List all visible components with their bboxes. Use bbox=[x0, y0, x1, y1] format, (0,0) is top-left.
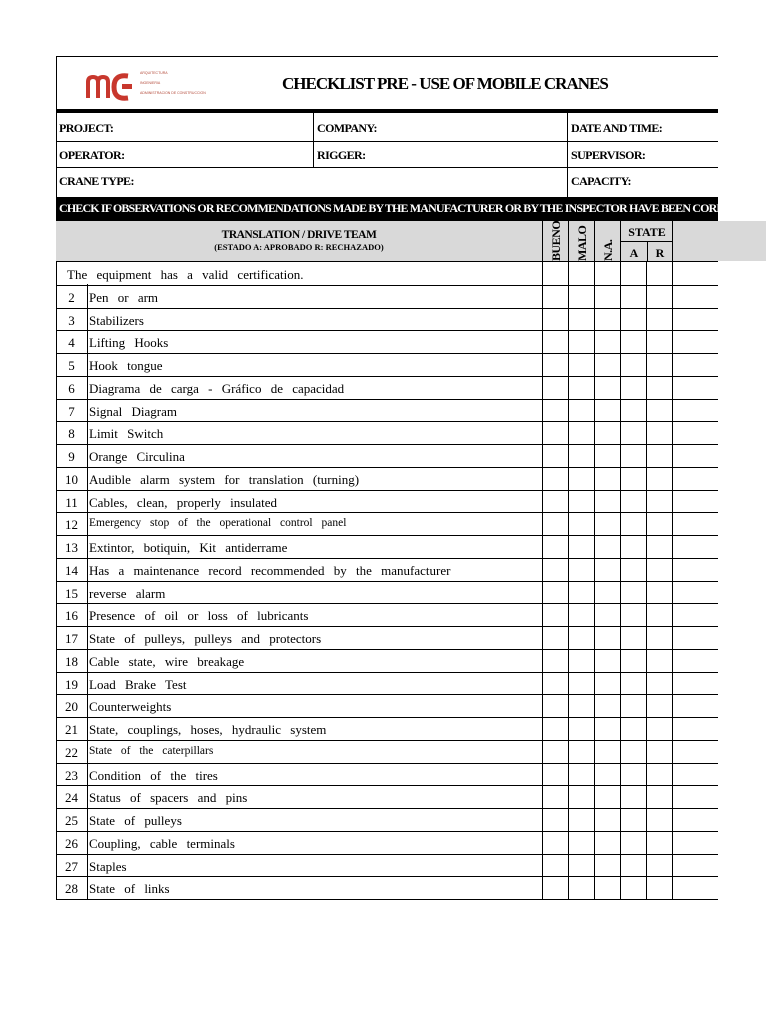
banner-text: CHECK IF OBSERVATIONS OR RECOMMENDATIONS MADE BY THE MANUFACTURER OR BY THE INSPECTOR HAVE BEEN CORRECTED bbox=[59, 201, 762, 215]
check-cell-state-a[interactable] bbox=[621, 741, 646, 763]
row-number: 22 bbox=[65, 744, 78, 760]
check-cell-state-r[interactable] bbox=[647, 832, 672, 854]
row-number: 12 bbox=[65, 517, 78, 533]
check-cell-bueno[interactable] bbox=[543, 354, 568, 376]
check-cell-malo[interactable] bbox=[569, 673, 594, 695]
check-cell-bueno[interactable] bbox=[543, 786, 568, 808]
table-row bbox=[56, 353, 718, 376]
check-cell-malo[interactable] bbox=[569, 536, 594, 558]
check-cell-state-r[interactable] bbox=[647, 627, 672, 649]
supervisor-label: SUPERVISOR: bbox=[571, 148, 646, 162]
top-border bbox=[56, 56, 718, 57]
check-cell-state-r[interactable] bbox=[647, 263, 672, 285]
row-item-text: State of pulleys bbox=[89, 813, 182, 828]
row-item-text: Staples bbox=[89, 858, 127, 874]
table-row bbox=[56, 285, 718, 308]
check-cell-na[interactable] bbox=[595, 604, 620, 626]
col-na-header: N.A. bbox=[601, 239, 615, 261]
row-number: 17 bbox=[65, 631, 78, 646]
row-number: 21 bbox=[65, 722, 78, 737]
table-row bbox=[56, 626, 718, 649]
check-cell-na[interactable] bbox=[595, 377, 620, 399]
row-item-text: Lifting Hooks bbox=[89, 335, 169, 351]
row-number: 7 bbox=[68, 403, 75, 419]
table-row bbox=[56, 876, 718, 899]
check-cell-na[interactable] bbox=[595, 513, 620, 535]
row-item-text: Audible alarm system for translation (turning) bbox=[89, 471, 360, 487]
check-cell-bueno[interactable] bbox=[543, 513, 568, 535]
table-row bbox=[56, 672, 718, 695]
col-a-header: A bbox=[629, 246, 639, 260]
table-row bbox=[56, 376, 718, 399]
col-r-header: R bbox=[655, 246, 665, 260]
check-cell-na[interactable] bbox=[595, 536, 620, 558]
check-cell-state-a[interactable] bbox=[621, 627, 646, 649]
check-cell-bueno[interactable] bbox=[543, 491, 568, 513]
check-cell-state-r[interactable] bbox=[647, 354, 672, 376]
check-cell-malo[interactable] bbox=[569, 832, 594, 854]
table-row bbox=[56, 308, 718, 331]
check-cell-state-r[interactable] bbox=[647, 809, 672, 831]
row-number: 16 bbox=[65, 608, 78, 624]
check-cell-na[interactable] bbox=[595, 263, 620, 285]
row-item-text: State of pulleys, pulleys and protectors bbox=[89, 631, 322, 646]
table-row bbox=[56, 854, 718, 877]
check-cell-state-r[interactable] bbox=[647, 331, 672, 353]
check-cell-na[interactable] bbox=[595, 855, 620, 877]
row-item-text: Presence of oil or loss of lubricants bbox=[89, 608, 309, 624]
project-label: PROJECT: bbox=[59, 121, 114, 135]
logo-caption-2: INGENIERIA bbox=[140, 81, 161, 85]
row-item-text: Emergency stop of the operational control panel bbox=[89, 517, 347, 530]
check-cell-na[interactable] bbox=[595, 331, 620, 353]
check-cell-state-r[interactable] bbox=[647, 377, 672, 399]
check-cell-na[interactable] bbox=[595, 491, 620, 513]
check-cell-bueno[interactable] bbox=[543, 559, 568, 581]
table-row bbox=[56, 763, 718, 786]
check-cell-state-r[interactable] bbox=[647, 695, 672, 717]
table-row bbox=[56, 512, 718, 535]
check-cell-na[interactable] bbox=[595, 559, 620, 581]
table-row bbox=[56, 603, 718, 626]
row-item-text: Load Brake Test bbox=[89, 676, 187, 692]
row-item-text: Extintor, botiquin, Kit antiderrame bbox=[89, 540, 288, 555]
check-cell-malo[interactable] bbox=[569, 354, 594, 376]
check-cell-na[interactable] bbox=[595, 627, 620, 649]
check-cell-state-a[interactable] bbox=[621, 422, 646, 444]
check-cell-state-a[interactable] bbox=[621, 673, 646, 695]
row-number: 28 bbox=[65, 881, 78, 897]
check-cell-state-a[interactable] bbox=[621, 582, 646, 604]
check-cell-bueno[interactable] bbox=[543, 650, 568, 672]
check-cell-state-a[interactable] bbox=[621, 331, 646, 353]
table-row bbox=[56, 467, 718, 490]
check-cell-state-a[interactable] bbox=[621, 764, 646, 786]
row-item-text: Cable state, wire breakage bbox=[89, 653, 245, 669]
row-item-text: Signal Diagram bbox=[89, 403, 177, 419]
check-cell-malo[interactable] bbox=[569, 263, 594, 285]
table-row bbox=[56, 490, 718, 513]
check-cell-state-r[interactable] bbox=[647, 764, 672, 786]
check-cell-malo[interactable] bbox=[569, 377, 594, 399]
check-cell-na[interactable] bbox=[595, 809, 620, 831]
check-cell-state-r[interactable] bbox=[647, 286, 672, 308]
check-cell-state-a[interactable] bbox=[621, 786, 646, 808]
check-cell-malo[interactable] bbox=[569, 855, 594, 877]
check-cell-state-a[interactable] bbox=[621, 377, 646, 399]
capacity-label: CAPACITY: bbox=[571, 174, 631, 188]
table-row bbox=[56, 831, 718, 854]
row-item-text: State of links bbox=[89, 881, 170, 897]
row-number: 27 bbox=[65, 858, 78, 874]
row-item-text: Orange Circulina bbox=[89, 449, 185, 464]
check-cell-na[interactable] bbox=[595, 786, 620, 808]
check-cell-state-r[interactable] bbox=[647, 422, 672, 444]
check-cell-malo[interactable] bbox=[569, 582, 594, 604]
row-item-text: Coupling, cable terminals bbox=[89, 835, 235, 851]
check-cell-state-r[interactable] bbox=[647, 786, 672, 808]
check-cell-malo[interactable] bbox=[569, 400, 594, 422]
row-item-text: State, couplings, hoses, hydraulic system bbox=[89, 722, 327, 737]
check-cell-state-a[interactable] bbox=[621, 445, 646, 467]
table-row bbox=[56, 262, 718, 285]
check-cell-state-a[interactable] bbox=[621, 468, 646, 490]
table-row bbox=[56, 399, 718, 422]
check-cell-bueno[interactable] bbox=[543, 309, 568, 331]
check-cell-state-a[interactable] bbox=[621, 604, 646, 626]
company-label: COMPANY: bbox=[317, 121, 377, 135]
check-cell-state-a[interactable] bbox=[621, 718, 646, 740]
check-cell-bueno[interactable] bbox=[543, 400, 568, 422]
row-number: 8 bbox=[68, 426, 75, 442]
check-cell-na[interactable] bbox=[595, 309, 620, 331]
check-cell-malo[interactable] bbox=[569, 786, 594, 808]
row-item-text: Status of spacers and pins bbox=[89, 790, 248, 806]
row-number: 5 bbox=[68, 358, 75, 373]
check-cell-na[interactable] bbox=[595, 832, 620, 854]
check-cell-na[interactable] bbox=[595, 286, 620, 308]
check-cell-bueno[interactable] bbox=[543, 627, 568, 649]
row-number: 26 bbox=[65, 835, 78, 851]
check-cell-malo[interactable] bbox=[569, 764, 594, 786]
row-number: 3 bbox=[68, 312, 75, 328]
check-cell-bueno[interactable] bbox=[543, 331, 568, 353]
check-cell-bueno[interactable] bbox=[543, 718, 568, 740]
check-cell-na[interactable] bbox=[595, 422, 620, 444]
date-time-label: DATE AND TIME: bbox=[571, 121, 663, 135]
check-cell-bueno[interactable] bbox=[543, 855, 568, 877]
instruction-banner bbox=[56, 197, 762, 221]
row-number: 11 bbox=[65, 494, 78, 510]
check-cell-state-a[interactable] bbox=[621, 286, 646, 308]
check-cell-malo[interactable] bbox=[569, 604, 594, 626]
check-cell-state-r[interactable] bbox=[647, 513, 672, 535]
logo-caption-3: ADMINISTRACION DE CONSTRUCCION bbox=[140, 91, 206, 95]
table-row bbox=[56, 649, 718, 672]
check-cell-na[interactable] bbox=[595, 445, 620, 467]
check-cell-state-r[interactable] bbox=[647, 582, 672, 604]
check-cell-malo[interactable] bbox=[569, 877, 594, 899]
table-row bbox=[56, 694, 718, 717]
check-cell-bueno[interactable] bbox=[543, 263, 568, 285]
check-cell-na[interactable] bbox=[595, 741, 620, 763]
check-cell-state-a[interactable] bbox=[621, 695, 646, 717]
row-item-text: State of the caterpillars bbox=[89, 744, 214, 757]
table-row bbox=[56, 740, 718, 763]
table-row bbox=[56, 808, 718, 831]
check-cell-malo[interactable] bbox=[569, 627, 594, 649]
check-cell-state-a[interactable] bbox=[621, 400, 646, 422]
check-cell-malo[interactable] bbox=[569, 650, 594, 672]
check-cell-bueno[interactable] bbox=[543, 377, 568, 399]
row-number: 15 bbox=[65, 585, 78, 601]
col-state-header: STATE bbox=[628, 225, 666, 239]
check-cell-bueno[interactable] bbox=[543, 286, 568, 308]
check-cell-state-a[interactable] bbox=[621, 809, 646, 831]
row-number: 13 bbox=[65, 540, 78, 555]
row-item-text: Limit Switch bbox=[89, 426, 164, 442]
col-bueno-header: BUENO bbox=[549, 220, 563, 261]
check-cell-bueno[interactable] bbox=[543, 764, 568, 786]
row-number: 23 bbox=[65, 767, 78, 783]
check-cell-malo[interactable] bbox=[569, 491, 594, 513]
check-cell-state-a[interactable] bbox=[621, 309, 646, 331]
check-cell-state-a[interactable] bbox=[621, 513, 646, 535]
check-cell-na[interactable] bbox=[595, 468, 620, 490]
check-cell-state-r[interactable] bbox=[647, 718, 672, 740]
check-cell-malo[interactable] bbox=[569, 309, 594, 331]
check-cell-state-r[interactable] bbox=[647, 877, 672, 899]
check-cell-na[interactable] bbox=[595, 718, 620, 740]
check-cell-bueno[interactable] bbox=[543, 422, 568, 444]
check-cell-na[interactable] bbox=[595, 400, 620, 422]
check-cell-state-a[interactable] bbox=[621, 559, 646, 581]
company-logo bbox=[86, 68, 206, 102]
check-cell-state-a[interactable] bbox=[621, 491, 646, 513]
check-cell-na[interactable] bbox=[595, 650, 620, 672]
check-cell-malo[interactable] bbox=[569, 468, 594, 490]
check-cell-bueno[interactable] bbox=[543, 604, 568, 626]
check-cell-bueno[interactable] bbox=[543, 809, 568, 831]
row-number: 20 bbox=[65, 699, 78, 715]
check-cell-bueno[interactable] bbox=[543, 445, 568, 467]
row-number: 2 bbox=[68, 289, 75, 305]
row-number: 25 bbox=[65, 813, 78, 828]
row-item-text: The equipment has a valid certification. bbox=[67, 267, 304, 282]
crane-type-label: CRANE TYPE: bbox=[59, 174, 134, 188]
check-cell-malo[interactable] bbox=[569, 286, 594, 308]
check-cell-state-r[interactable] bbox=[647, 491, 672, 513]
state-legend: (ESTADO A: APROBADO R: RECHAZADO) bbox=[214, 242, 384, 252]
check-cell-malo[interactable] bbox=[569, 695, 594, 717]
check-cell-state-a[interactable] bbox=[621, 263, 646, 285]
table-row bbox=[56, 330, 718, 353]
table-row bbox=[56, 581, 718, 604]
row-item-text: Counterweights bbox=[89, 699, 172, 715]
check-cell-bueno[interactable] bbox=[543, 468, 568, 490]
check-cell-state-r[interactable] bbox=[647, 468, 672, 490]
check-cell-state-r[interactable] bbox=[647, 400, 672, 422]
check-cell-bueno[interactable] bbox=[543, 832, 568, 854]
check-cell-state-r[interactable] bbox=[647, 741, 672, 763]
check-cell-bueno[interactable] bbox=[543, 582, 568, 604]
row-number: 14 bbox=[65, 562, 78, 578]
row-number: 4 bbox=[68, 335, 75, 351]
row-number: 9 bbox=[68, 449, 75, 464]
table-row bbox=[56, 558, 718, 581]
check-cell-bueno[interactable] bbox=[543, 695, 568, 717]
check-cell-na[interactable] bbox=[595, 673, 620, 695]
check-cell-malo[interactable] bbox=[569, 718, 594, 740]
row-number: 19 bbox=[65, 676, 78, 692]
check-cell-na[interactable] bbox=[595, 877, 620, 899]
row-item-text: Has a maintenance record recommended by the manufacturer bbox=[89, 562, 451, 578]
check-cell-na[interactable] bbox=[595, 582, 620, 604]
check-cell-state-a[interactable] bbox=[621, 354, 646, 376]
check-cell-na[interactable] bbox=[595, 764, 620, 786]
check-cell-bueno[interactable] bbox=[543, 673, 568, 695]
check-cell-bueno[interactable] bbox=[543, 536, 568, 558]
check-cell-malo[interactable] bbox=[569, 559, 594, 581]
rigger-label: RIGGER: bbox=[317, 148, 366, 162]
check-cell-na[interactable] bbox=[595, 695, 620, 717]
row-item-text: Hook tongue bbox=[89, 358, 163, 373]
row-number: 6 bbox=[68, 380, 75, 396]
row-item-text: Pen or arm bbox=[89, 289, 159, 305]
col-malo-header: MALO bbox=[575, 225, 589, 261]
check-cell-malo[interactable] bbox=[569, 445, 594, 467]
check-cell-malo[interactable] bbox=[569, 741, 594, 763]
check-cell-state-a[interactable] bbox=[621, 855, 646, 877]
check-cell-malo[interactable] bbox=[569, 809, 594, 831]
row-item-text: Diagrama de carga - Gráfico de capacidad bbox=[89, 380, 345, 396]
page-title: CHECKLIST PRE - USE OF MOBILE CRANES bbox=[282, 74, 608, 93]
table-row bbox=[56, 717, 718, 740]
logo-caption-1: ARQUITECTURA bbox=[140, 71, 168, 75]
table-row bbox=[56, 535, 718, 558]
check-cell-state-r[interactable] bbox=[647, 673, 672, 695]
row-item-text: Cables, clean, properly insulated bbox=[89, 494, 278, 510]
check-cell-bueno[interactable] bbox=[543, 741, 568, 763]
table-row bbox=[56, 444, 718, 467]
row-number: 10 bbox=[65, 471, 78, 487]
check-cell-state-r[interactable] bbox=[647, 604, 672, 626]
section-title: TRANSLATION / DRIVE TEAM bbox=[221, 229, 377, 241]
check-cell-state-r[interactable] bbox=[647, 650, 672, 672]
check-cell-state-r[interactable] bbox=[647, 855, 672, 877]
check-cell-state-a[interactable] bbox=[621, 832, 646, 854]
check-cell-malo[interactable] bbox=[569, 331, 594, 353]
table-row bbox=[56, 785, 718, 808]
check-cell-state-a[interactable] bbox=[621, 536, 646, 558]
check-cell-malo[interactable] bbox=[569, 422, 594, 444]
check-cell-state-r[interactable] bbox=[647, 309, 672, 331]
row-number: 24 bbox=[65, 790, 78, 806]
check-cell-state-a[interactable] bbox=[621, 650, 646, 672]
check-cell-na[interactable] bbox=[595, 354, 620, 376]
row-item-text: reverse alarm bbox=[89, 585, 166, 601]
check-cell-state-r[interactable] bbox=[647, 445, 672, 467]
check-cell-state-r[interactable] bbox=[647, 536, 672, 558]
check-cell-malo[interactable] bbox=[569, 513, 594, 535]
check-cell-bueno[interactable] bbox=[543, 877, 568, 899]
row-item-text: Condition of the tires bbox=[89, 767, 218, 783]
title-underline bbox=[56, 109, 718, 113]
operator-label: OPERATOR: bbox=[59, 148, 125, 162]
check-cell-state-r[interactable] bbox=[647, 559, 672, 581]
table-row bbox=[56, 421, 718, 444]
check-cell-state-a[interactable] bbox=[621, 877, 646, 899]
row-item-text: Stabilizers bbox=[89, 312, 144, 328]
row-number: 18 bbox=[65, 653, 78, 669]
